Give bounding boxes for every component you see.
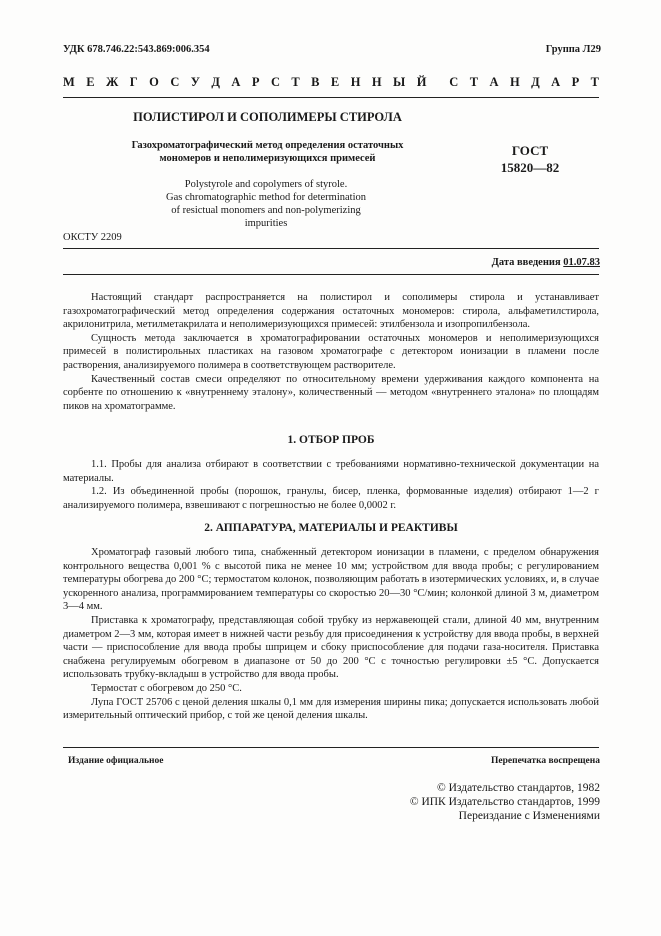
section-2-text [63, 546, 599, 723]
paragraph: Настоящий стандарт распространяется на полистирол и сополимеры стирола и устанавливает газохроматографический метод определения содержания остаточных мономеров: стирола, альфаметилстирола, акрилонитрила, метилметакрилата и неполимеризующихся примесей: этилбензола и изопропилбензола. [63, 292, 599, 331]
copyright-block [410, 781, 600, 823]
heading-letter: С [270, 75, 280, 89]
heading-letter: Е [86, 75, 95, 89]
document-title: ПОЛИСТИРОЛ И СОПОЛИМЕРЫ СТИРОЛА [133, 110, 402, 124]
copyright-line: © ИПК Издательство стандартов, 1999 [409, 796, 600, 808]
heading-letter: Т [590, 75, 599, 89]
heading-letter: Н [371, 75, 382, 89]
heading-letter: Р [571, 75, 580, 89]
section-1-text [63, 458, 599, 512]
okstu-rule [63, 248, 599, 249]
intro-date-label: Дата введения [491, 257, 561, 268]
heading-letter: С [449, 75, 459, 89]
gost-label: ГОСТ [511, 143, 549, 158]
copyright-line: © Издательство стандартов, 1982 [436, 782, 600, 794]
copyright-line: Переиздание с Изменениями [458, 810, 600, 822]
heading-letter: Й [416, 75, 427, 89]
paragraph: 1.1. Пробы для анализа отбирают в соответствии с требованиями нормативно-технической документации на материалы. [63, 459, 599, 484]
intro-date-value: 01.07.83 [563, 257, 600, 268]
standard-type-heading [63, 75, 599, 90]
paragraph: 1.2. Из объединенной пробы (порошок, гранулы, бисер, пленка, формованные изделия) отбирают 1—2 г анализируемого полимера, взвешивают с погрешностью не более 0,0002 г. [63, 486, 599, 511]
paragraph: Приставка к хроматографу, представляющая собой трубку из нержавеющей стали, длиной 40 мм, внутренним диаметром 2—3 мм, которая имеет в нижней части резьбу для присоединения к устройству для ввода пробы, в верхней части — приспособление для ввода пробы шприцем и сбоку приспособление для подачи газа-носителя. Приставка снабжена регулируемым обогревом в диапазоне от 50 до 200 °С с точностью регулировки ±5 °С. Допускается использовать трубку-вкладыш в устройство для ввода пробы. [63, 614, 599, 681]
english-line: of resictual monomers and non-polymerizing [171, 205, 361, 216]
heading-letter: Е [330, 75, 340, 89]
udk-code: УДК 678.746.22:543.869:006.354 [63, 44, 210, 55]
footer-rule [63, 747, 599, 748]
subtitle-line: мономеров и неполимеризующихся примесей [159, 153, 376, 164]
intro-text [63, 291, 599, 413]
paragraph: Лупа ГОСТ 25706 с ценой деления шкалы 0,1 мм для измерения ширины пика; допускается использовать любой измерительный оптический прибор, с той же ценой деления шкалы. [63, 696, 599, 722]
document-subtitle [95, 139, 440, 165]
heading-letter: О [149, 75, 159, 89]
english-line: Polystyrole and copolymers of styrole. [184, 179, 348, 190]
paragraph: Сущность метода заключается в хроматографировании остаточных мономеров и неполимеризующихся примесей в полистирольных пластиках на газовом хроматографе с детектором ионизации в пламени после растворения, анализируемого полимера в соответствующем растворителе. [63, 332, 599, 371]
heading-letter: Н [350, 75, 361, 89]
okstu-code: ОКСТУ 2209 [63, 232, 122, 243]
heading-letter: У [190, 75, 200, 89]
official-edition-note: Издание официальное [68, 756, 164, 766]
header-rule [63, 97, 599, 98]
heading-letter: Ы [393, 75, 406, 89]
heading-letter: С [170, 75, 180, 89]
paragraph: Термостат с обогревом до 250 °С. [91, 682, 242, 694]
english-line: Gas chromatographic method for determination [165, 192, 367, 203]
heading-letter: Г [129, 75, 138, 89]
heading-letter: А [551, 75, 561, 89]
paragraph: Хроматограф газовый любого типа, снабженный детектором ионизации в пламени, с пределом обнаружения контрольного вещества 0,001 % с высотой пика не менее 10 мм; устройством для ввода пробы; с регулированием температуры обогрева до 200 °С; термостатом колонок, позволяющим работать в изотермических условиях, и, в случае ускоренного анализа, программированием температуры со скоростью 20—30 °С/мин; колонкой длиной 3 м, диаметром 3—4 мм. [63, 547, 599, 613]
gost-designation [480, 142, 580, 176]
heading-letter: В [311, 75, 320, 89]
heading-letter: Ж [106, 75, 119, 89]
section-2-heading: 2. АППАРАТУРА, МАТЕРИАЛЫ И РЕАКТИВЫ [204, 522, 458, 534]
english-line: impurities [244, 218, 288, 229]
heading-letter: Д [211, 75, 220, 89]
heading-letter: А [489, 75, 499, 89]
group-code: Группа Л29 [545, 44, 601, 55]
heading-letter: Т [469, 75, 479, 89]
section-1-heading: 1. ОТБОР ПРОБ [287, 434, 375, 446]
english-title [120, 178, 412, 230]
heading-letter: Д [531, 75, 540, 89]
gost-number: 15820—82 [500, 160, 560, 175]
heading-letter: М [63, 75, 75, 89]
intro-date [492, 257, 600, 268]
date-rule [63, 274, 599, 275]
heading-letter: Н [509, 75, 520, 89]
heading-letter: Р [251, 75, 260, 89]
subtitle-line: Газохроматографический метод определения остаточных [131, 140, 404, 151]
paragraph: Качественный состав смеси определяют по относительному времени удерживания каждого компонента на сорбенте по отношению к «внутреннему эталону», количественный — методом «внутреннего эталона» по площадям пиков на хроматограмме. [63, 373, 599, 412]
reprint-prohibited-note: Перепечатка воспрещена [490, 756, 600, 766]
heading-letter: А [231, 75, 241, 89]
heading-letter: Т [291, 75, 300, 89]
